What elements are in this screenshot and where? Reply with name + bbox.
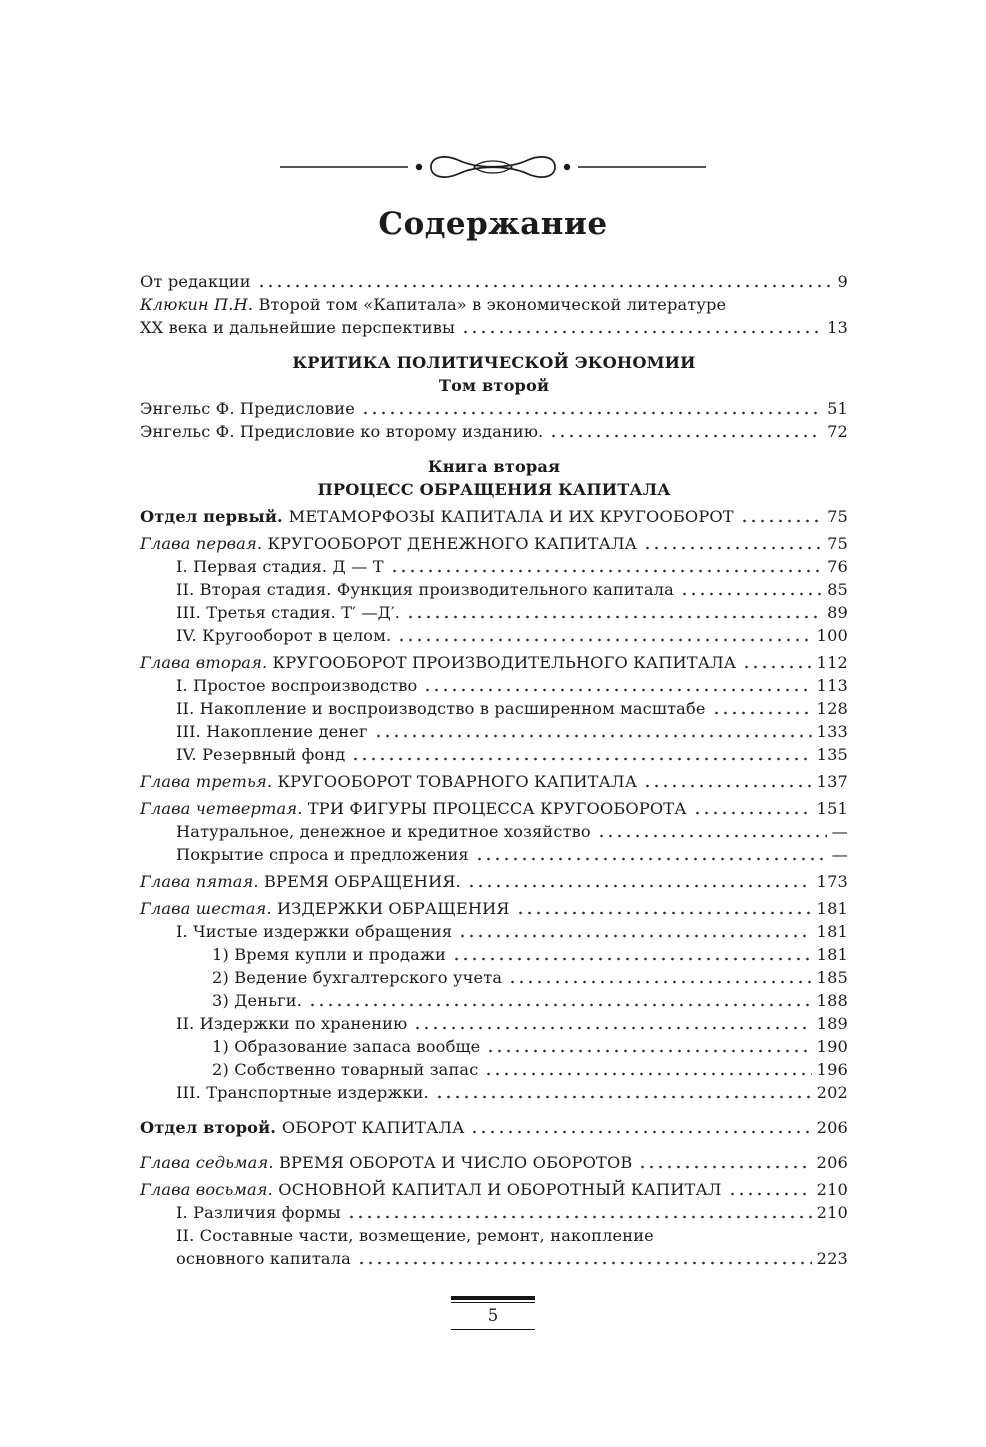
dot-leader xyxy=(516,897,812,920)
toc-entry-label: 1) Время купли и продажи xyxy=(212,945,446,964)
toc-entry-prefix: Глава третья. xyxy=(140,772,278,791)
toc-entry-page: 210 xyxy=(816,1180,848,1199)
toc-entry-label: II. Вторая стадия. Функция производительного капитала xyxy=(176,580,674,599)
toc-entry xyxy=(140,420,848,443)
dot-leader xyxy=(549,420,822,443)
toc-entry-label: ВРЕМЯ ОБРАЩЕНИЯ. xyxy=(264,872,461,891)
toc-entry-label: МЕТАМОРФОЗЫ КАПИТАЛА И ИХ КРУГООБОРОТ xyxy=(288,507,734,526)
toc-entry-page: 210 xyxy=(816,1203,848,1222)
dot-leader xyxy=(458,920,811,943)
dot-leader xyxy=(638,1151,811,1174)
dot-leader xyxy=(475,843,827,866)
toc-entry-label: II. Накопление и воспроизводство в расширенном масштабе xyxy=(176,699,706,718)
toc-entry-page: 100 xyxy=(816,626,848,645)
toc-section-heading: КРИТИКА ПОЛИТИЧЕСКОЙ ЭКОНОМИИ xyxy=(292,353,696,372)
toc-entry-label: основного капитала xyxy=(176,1249,351,1268)
toc-entry-page: 189 xyxy=(816,1014,848,1033)
toc-entry xyxy=(140,1081,848,1104)
toc-list xyxy=(140,270,848,1270)
toc-entry xyxy=(140,270,848,293)
toc-entry-page: 113 xyxy=(816,676,848,695)
toc-entry xyxy=(140,820,848,843)
toc-entry-label: Натуральное, денежное и кредитное хозяйство xyxy=(176,822,591,841)
toc-entry-page: 72 xyxy=(827,422,848,441)
dot-leader xyxy=(740,505,822,528)
toc-entry-page: 151 xyxy=(816,799,848,818)
toc-entry-label: Энгельс Ф. Предисловие ко второму изданию. xyxy=(140,422,544,441)
dot-leader xyxy=(347,1201,812,1224)
toc-entry-prefix: Глава восьмая. xyxy=(140,1180,279,1199)
toc-entry-page: 223 xyxy=(816,1249,848,1268)
dot-leader xyxy=(467,870,812,893)
dot-leader xyxy=(643,770,812,793)
toc-entry-label: ИЗДЕРЖКИ ОБРАЩЕНИЯ xyxy=(276,899,510,918)
dot-leader xyxy=(597,820,827,843)
dot-leader xyxy=(728,1178,812,1201)
toc-entry-label: КРУГООБОРОТ ТОВАРНОГО КАПИТАЛА xyxy=(277,772,638,791)
toc-entry-page: — xyxy=(831,822,848,841)
toc-entry xyxy=(140,1035,848,1058)
toc-entry xyxy=(140,870,848,893)
toc-entry xyxy=(140,943,848,966)
toc-entry xyxy=(140,674,848,697)
dot-leader xyxy=(397,624,811,647)
dot-leader xyxy=(461,316,822,339)
toc-entry xyxy=(140,293,848,316)
toc-entry xyxy=(140,1178,848,1201)
toc-entry-page: 206 xyxy=(816,1153,848,1172)
toc-entry-label: IV. Кругооборот в целом. xyxy=(176,626,392,645)
dot-leader xyxy=(484,1058,811,1081)
toc-entry-label: От редакции xyxy=(140,272,251,291)
toc-entry-page: 181 xyxy=(816,899,848,918)
toc-entry-page: 188 xyxy=(816,991,848,1010)
toc-entry-page: 51 xyxy=(827,399,848,418)
dot-leader xyxy=(361,397,822,420)
toc-entry-label: ВРЕМЯ ОБОРОТА И ЧИСЛО ОБОРОТОВ xyxy=(278,1153,633,1172)
toc-entry-page: 85 xyxy=(827,580,848,599)
toc-entry-label: I. Простое воспроизводство xyxy=(176,676,418,695)
toc-entry-page: 181 xyxy=(816,945,848,964)
toc-entry xyxy=(140,505,848,528)
toc-entry xyxy=(140,770,848,793)
toc-entry-prefix: Глава четвертая. xyxy=(140,799,308,818)
dot-leader xyxy=(693,797,812,820)
dot-leader xyxy=(308,989,812,1012)
toc-entry-page: 13 xyxy=(827,318,848,337)
toc-entry-label: Второй том «Капитала» в экономической литературе xyxy=(258,295,727,314)
dot-leader xyxy=(680,578,822,601)
dot-leader xyxy=(351,743,811,766)
toc-entry-label: III. Третья стадия. Т′ —Д′. xyxy=(176,603,401,622)
toc-entry-page: 89 xyxy=(827,603,848,622)
toc-entry-label: 2) Ведение бухгалтерского учета xyxy=(212,968,503,987)
toc-entry-prefix: Глава вторая. xyxy=(140,653,273,672)
toc-entry-page: 206 xyxy=(816,1118,848,1137)
toc-entry-prefix: Глава шестая. xyxy=(140,899,277,918)
toc-entry xyxy=(140,397,848,420)
toc-entry xyxy=(140,743,848,766)
toc-entry-label: 2) Собственно товарный запас xyxy=(212,1060,479,1079)
footer-rule-bottom xyxy=(451,1329,535,1330)
toc-entry xyxy=(140,966,848,989)
page-footer xyxy=(451,1296,535,1330)
dot-leader xyxy=(742,651,811,674)
toc-entry-page: 128 xyxy=(816,699,848,718)
dot-leader xyxy=(423,674,811,697)
page-number-box xyxy=(451,1296,535,1330)
toc-entry xyxy=(140,624,848,647)
toc-entry xyxy=(140,578,848,601)
toc-entry-page: 135 xyxy=(816,745,848,764)
toc-entry-prefix: Клюкин П.Н. xyxy=(140,295,259,314)
toc-entry xyxy=(140,897,848,920)
toc-entry-label: III. Транспортные издержки. xyxy=(176,1083,429,1102)
toc-entry-label: I. Чистые издержки обращения xyxy=(176,922,453,941)
toc-entry-page: 75 xyxy=(827,534,848,553)
toc-entry xyxy=(140,1151,848,1174)
flourish-divider-icon xyxy=(278,150,708,184)
dot-leader xyxy=(486,1035,811,1058)
toc-entry-page: 133 xyxy=(816,722,848,741)
toc-entry xyxy=(140,843,848,866)
toc-entry xyxy=(140,697,848,720)
toc-entry xyxy=(140,920,848,943)
toc-entry-label: ОБОРОТ КАПИТАЛА xyxy=(281,1118,465,1137)
toc-entry-page: 112 xyxy=(816,653,848,672)
toc-entry-label: Энгельс Ф. Предисловие xyxy=(140,399,355,418)
dot-leader xyxy=(435,1081,812,1104)
toc-entry-page: 9 xyxy=(837,272,848,291)
toc-entry-label: Покрытие спроса и предложения xyxy=(176,845,469,864)
toc-entry xyxy=(140,532,848,555)
dot-leader xyxy=(508,966,811,989)
toc-entry-page: 76 xyxy=(827,557,848,576)
page-title: Содержание xyxy=(378,206,608,242)
dot-leader xyxy=(390,555,822,578)
toc-entry xyxy=(140,1224,848,1247)
toc-entry-label: 3) Деньги. xyxy=(212,991,303,1010)
toc-entry xyxy=(140,797,848,820)
toc-entry xyxy=(140,601,848,624)
toc-entry-label: I. Различия формы xyxy=(176,1203,341,1222)
toc-section-heading: Том второй xyxy=(438,376,550,395)
dot-leader xyxy=(643,532,822,555)
toc-entry-label: 1) Образование запаса вообще xyxy=(212,1037,481,1056)
toc-entry-label: ТРИ ФИГУРЫ ПРОЦЕССА КРУГООБОРОТА xyxy=(307,799,687,818)
toc-entry xyxy=(140,555,848,578)
toc-entry-label: I. Первая стадия. Д — Т xyxy=(176,557,384,576)
toc-section-heading: Книга вторая xyxy=(427,457,561,476)
dot-leader xyxy=(452,943,812,966)
toc-entry-label: II. Издержки по хранению xyxy=(176,1014,408,1033)
toc-entry-page: 196 xyxy=(816,1060,848,1079)
dot-leader xyxy=(357,1247,812,1270)
toc-entry xyxy=(140,720,848,743)
toc-entry-page: 185 xyxy=(816,968,848,987)
footer-rule-thick xyxy=(451,1296,535,1300)
toc-entry-label: КРУГООБОРОТ ПРОИЗВОДИТЕЛЬНОГО КАПИТАЛА xyxy=(272,653,737,672)
toc-entry-label: КРУГООБОРОТ ДЕНЕЖНОГО КАПИТАЛА xyxy=(267,534,638,553)
dot-leader xyxy=(470,1116,811,1139)
toc-entry-page: 173 xyxy=(816,872,848,891)
toc-entry xyxy=(140,651,848,674)
toc-entry-page: 137 xyxy=(816,772,848,791)
toc-entry-prefix: Глава пятая. xyxy=(140,872,264,891)
toc-entry xyxy=(140,1058,848,1081)
dot-leader xyxy=(712,697,812,720)
toc-entry-label: ХХ века и дальнейшие перспективы xyxy=(140,318,455,337)
toc-entry-label: ОСНОВНОЙ КАПИТАЛ И ОБОРОТНЫЙ КАПИТАЛ xyxy=(278,1180,722,1199)
header-ornament-row xyxy=(0,0,986,184)
toc-entry-page: 190 xyxy=(816,1037,848,1056)
dot-leader xyxy=(406,601,822,624)
toc-entry xyxy=(140,316,848,339)
toc-entry-page: 202 xyxy=(816,1083,848,1102)
toc-entry-label: III. Накопление денег xyxy=(176,722,368,741)
dot-leader xyxy=(257,270,833,293)
toc-entry-label: II. Составные части, возмещение, ремонт, накопление xyxy=(176,1226,654,1245)
page-number: 5 xyxy=(487,1306,499,1325)
dot-leader xyxy=(413,1012,811,1035)
toc-entry xyxy=(140,1201,848,1224)
toc-entry-prefix: Глава седьмая. xyxy=(140,1153,279,1172)
toc-entry-prefix: Глава первая. xyxy=(140,534,268,553)
toc-entry-prefix: Отдел второй. xyxy=(140,1118,282,1137)
toc-entry xyxy=(140,989,848,1012)
toc-entry xyxy=(140,1116,848,1139)
toc-entry-page: 75 xyxy=(827,507,848,526)
toc-entry xyxy=(140,1012,848,1035)
dot-leader xyxy=(374,720,812,743)
toc-entry-page: 181 xyxy=(816,922,848,941)
toc-entry xyxy=(140,1247,848,1270)
toc-entry-prefix: Отдел первый. xyxy=(140,507,289,526)
toc-entry-page: — xyxy=(831,845,848,864)
toc-section-heading: ПРОЦЕСС ОБРАЩЕНИЯ КАПИТАЛА xyxy=(317,480,671,499)
toc-entry-label: IV. Резервный фонд xyxy=(176,745,346,764)
